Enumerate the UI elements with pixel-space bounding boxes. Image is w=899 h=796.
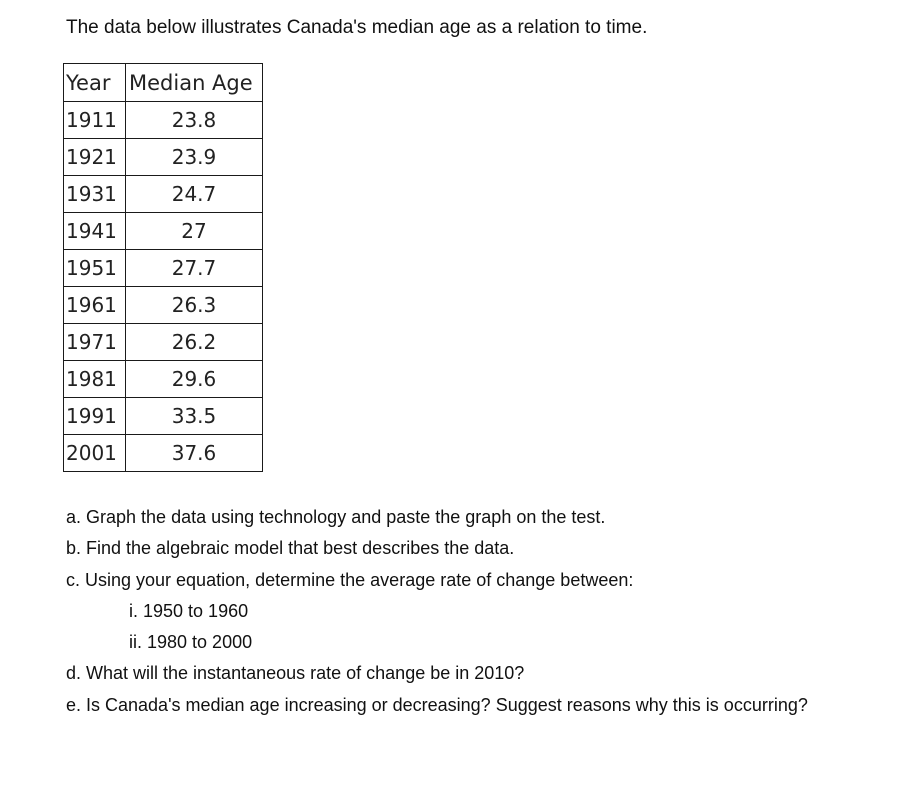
question-d: d. What will the instantaneous rate of change be in 2010? [66, 663, 525, 684]
age-cell: 26.3 [126, 287, 263, 324]
table-row [64, 213, 263, 250]
year-cell: 1911 [64, 102, 126, 139]
question-c: c. Using your equation, determine the average rate of change between: [66, 569, 634, 590]
table-row [64, 287, 263, 324]
age-cell: 37.6 [126, 435, 263, 472]
year-cell: 1981 [64, 361, 126, 398]
year-cell: 1961 [64, 287, 126, 324]
median-age-table [63, 63, 263, 472]
question-a: a. Graph the data using technology and paste the graph on the test. [66, 507, 606, 527]
year-cell: 1921 [64, 139, 126, 176]
table-row [64, 398, 263, 435]
age-cell: 33.5 [126, 398, 263, 435]
year-cell: 1941 [64, 213, 126, 250]
header-year: Year [64, 64, 126, 102]
year-cell: 1931 [64, 176, 126, 213]
age-cell: 23.9 [126, 139, 263, 176]
age-cell: 29.6 [126, 361, 263, 398]
table-row [64, 324, 263, 361]
question-b: b. Find the algebraic model that best describes the data. [66, 538, 515, 559]
age-cell: 27 [126, 213, 263, 250]
table-row [64, 139, 263, 176]
table-row [64, 250, 263, 287]
year-cell: 2001 [64, 435, 126, 472]
table-row [64, 435, 263, 472]
question-e: e. Is Canada's median age increasing or decreasing? Suggest reasons why this is occurring? [66, 694, 808, 715]
year-cell: 1971 [64, 324, 126, 361]
year-cell: 1991 [64, 398, 126, 435]
age-cell: 23.8 [126, 102, 263, 139]
age-cell: 26.2 [126, 324, 263, 361]
year-cell: 1951 [64, 250, 126, 287]
question-c-i: i. 1950 to 1960 [129, 600, 249, 621]
age-cell: 27.7 [126, 250, 263, 287]
table-row [64, 176, 263, 213]
question-c-ii: ii. 1980 to 2000 [129, 632, 253, 653]
question-list [66, 502, 856, 721]
table-header-row [64, 64, 263, 102]
age-cell: 24.7 [126, 176, 263, 213]
table-row [64, 102, 263, 139]
intro-text: The data below illustrates Canada's median age as a relation to time. [66, 17, 648, 38]
table-row [64, 361, 263, 398]
header-median-age: Median Age [126, 64, 263, 102]
